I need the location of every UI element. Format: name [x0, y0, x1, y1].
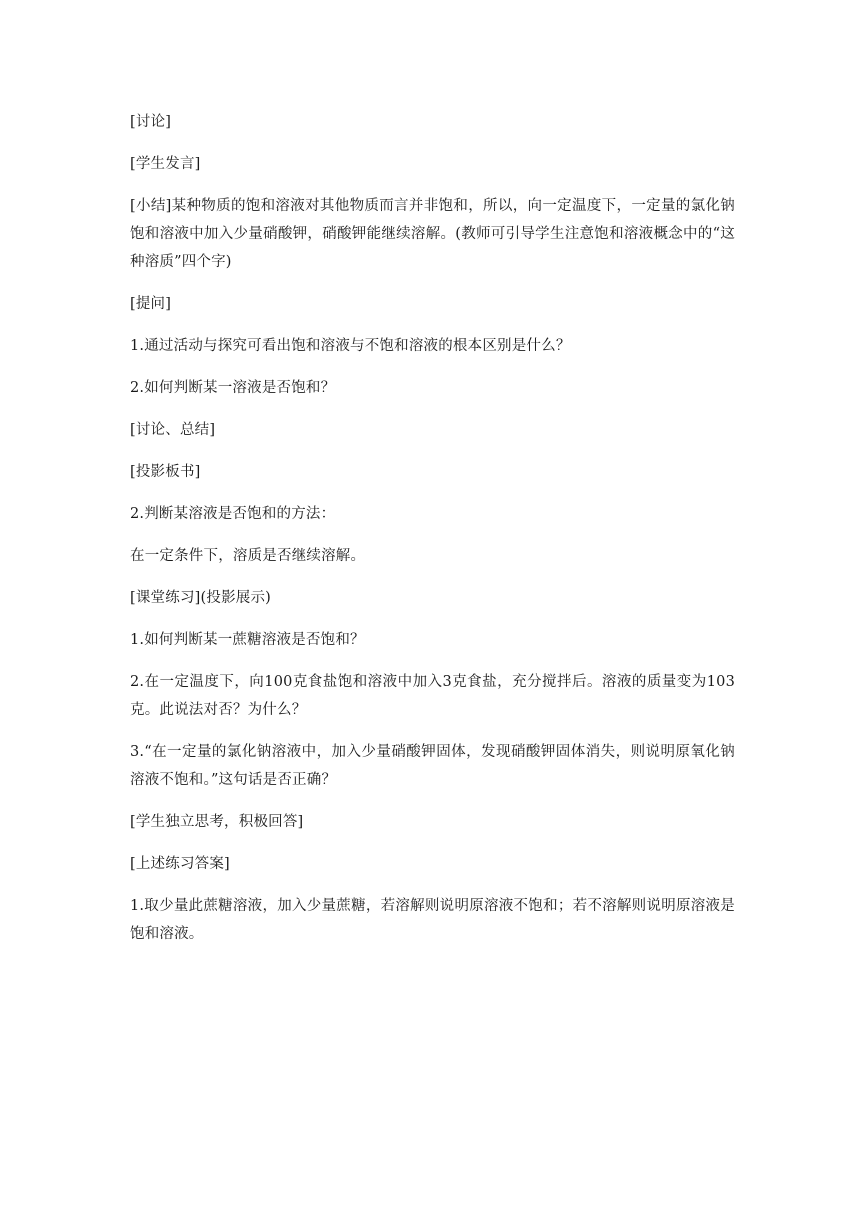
paragraph-student-thinking: [学生独立思考，积极回答]: [130, 814, 304, 830]
paragraph-discussion: [讨论]: [130, 114, 172, 130]
paragraph-answer-1: 1.取少量此蔗糖溶液，加入少量蔗糖，若溶解则说明原溶液不饱和；若不溶解则说明原溶液是饱和溶液。: [130, 898, 735, 942]
paragraph-exercise-1: 1.如何判断某一蔗糖溶液是否饱和？: [130, 632, 365, 648]
paragraph-exercise-2: 2.在一定温度下，向100克食盐饱和溶液中加入3克食盐，充分搅拌后。溶液的质量变为103克。此说法对否？为什么？: [130, 674, 735, 718]
paragraph-answers-heading: [上述练习答案]: [130, 856, 230, 872]
paragraph-question-1: 1.通过活动与探究可看出饱和溶液与不饱和溶液的根本区别是什么？: [130, 338, 571, 354]
paragraph-summary: [小结]某种物质的饱和溶液对其他物质而言并非饱和，所以，向一定温度下，一定量的氯化钠饱和溶液中加入少量硝酸钾，硝酸钾能继续溶解。(教师可引导学生注意饱和溶液概念中的“这种溶质”四个字): [130, 198, 735, 270]
paragraph-question-2: 2.如何判断某一溶液是否饱和？: [130, 380, 336, 396]
paragraph-question-heading: [提问]: [130, 296, 172, 312]
paragraph-method-body: 在一定条件下，溶质是否继续溶解。: [130, 548, 366, 564]
paragraph-discussion-summary: [讨论、总结]: [130, 422, 216, 438]
paragraph-projection-board: [投影板书]: [130, 464, 201, 480]
paragraph-exercise-heading: [课堂练习](投影展示): [130, 590, 272, 606]
document-body: [130, 108, 735, 962]
paragraph-student-speech: [学生发言]: [130, 156, 201, 172]
paragraph-method-title: 2.判断某溶液是否饱和的方法：: [130, 506, 336, 522]
paragraph-exercise-3: 3.“在一定量的氯化钠溶液中，加入少量硝酸钾固体，发现硝酸钾固体消失，则说明原氧化钠溶液不饱和。”这句话是否正确？: [130, 744, 735, 788]
